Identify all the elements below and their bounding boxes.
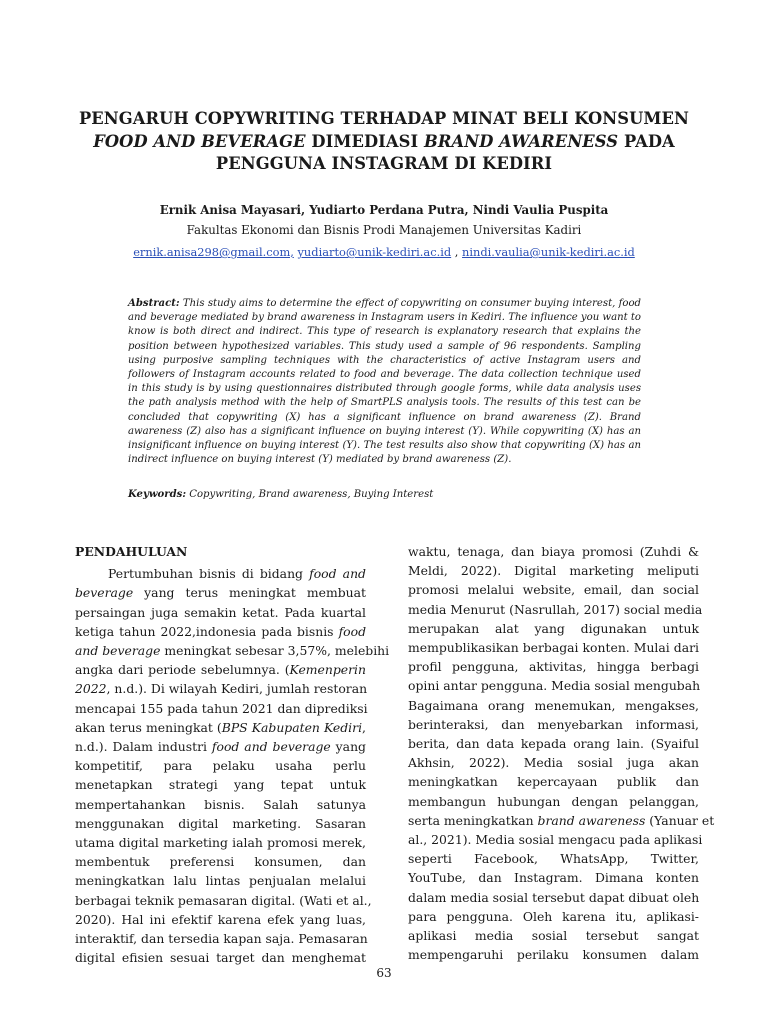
affiliation: Fakultas Ekonomi dan Bisnis Prodi Manajemen Universitas Kadiri <box>186 223 582 237</box>
introduction-paragraph-right <box>408 542 715 964</box>
introduction-paragraph-left <box>75 564 390 967</box>
text-segment: angka dari periode sebelumnya. ( <box>75 662 290 678</box>
text-segment: aplikasi media sosial tersebut sangat <box>408 928 699 944</box>
title-mediated: DIMEDIASI <box>305 131 424 151</box>
italic-text: brand awareness <box>537 812 646 828</box>
paragraph-line <box>75 641 390 660</box>
email-link-3[interactable]: nindi.vaulia@unik-kediri.ac.id <box>462 245 635 259</box>
text-segment: media Menurut (Nasrullah, 2017) social media <box>408 601 703 617</box>
text-segment: meningkatkan lalu lintas penjualan melalui <box>75 873 366 889</box>
text-segment: dalam media sosial tersebut dapat dibuat oleh <box>408 889 700 905</box>
paragraph-line <box>75 660 366 679</box>
text-segment: n.d.). Dalam industri <box>75 739 212 755</box>
abstract-label: Abstract: <box>128 298 180 309</box>
paragraph-line <box>408 638 699 657</box>
text-segment: digital efisien sesuai target dan menghemat <box>75 950 366 966</box>
paragraph-line <box>75 852 366 871</box>
text-segment: mencapai 155 pada tahun 2021 dan diprediksi <box>75 700 368 716</box>
right-column <box>408 542 715 964</box>
text-segment: Pertumbuhan bisnis di bidang <box>108 566 310 582</box>
text-segment: 2020). Hal ini efektif karena efek yang luas, <box>75 911 366 927</box>
paragraph-line <box>408 600 703 619</box>
text-segment: , <box>362 719 366 735</box>
text-segment: mempertahankan bisnis. Salah satunya <box>75 796 366 812</box>
paragraph-line <box>75 833 366 852</box>
paragraph-line <box>75 891 372 910</box>
title-italic-brand-awareness: BRAND AWARENESS <box>423 131 619 151</box>
page-number: 63 <box>376 966 392 980</box>
italic-text: food <box>338 623 366 639</box>
authors: Ernik Anisa Mayasari, Yudiarto Perdana Putra, Nindi Vaulia Puspita <box>159 203 609 217</box>
paragraph-line <box>408 580 699 599</box>
italic-text: food and beverage <box>211 739 331 755</box>
paragraph-line <box>408 619 699 638</box>
paper-title <box>60 108 708 176</box>
italic-text: food and <box>309 566 366 582</box>
paragraph-line <box>75 603 366 622</box>
paragraph-line <box>75 871 366 890</box>
text-segment: yang terus meningkat membuat <box>133 585 366 601</box>
paragraph-line <box>75 910 366 929</box>
paragraph-line <box>408 907 699 926</box>
email-separator: , <box>451 245 463 259</box>
paragraph-line <box>75 775 366 794</box>
paragraph-line <box>75 718 366 737</box>
keywords-text: Copywriting, Brand awareness, Buying Interest <box>186 489 434 500</box>
paragraph-line <box>408 753 699 772</box>
paragraph-line <box>75 679 366 698</box>
text-segment: profil pengguna, aktivitas, hingga berbagi <box>408 659 699 675</box>
section-heading: PENDAHULUAN <box>75 544 188 559</box>
text-segment: mempengaruhi perilaku konsumen dalam <box>408 947 699 963</box>
title-pada: PADA <box>618 131 675 151</box>
text-segment: meningkat sebesar 3,57%, melebihi <box>160 643 390 659</box>
italic-text: beverage <box>75 585 134 601</box>
paragraph-line <box>408 945 699 964</box>
email-link-1[interactable]: ernik.anisa298@gmail.com, <box>133 245 294 259</box>
paragraph-line <box>408 734 699 753</box>
text-segment: menetapkan strategi yang tepat untuk <box>75 777 366 793</box>
paragraph-line <box>75 795 366 814</box>
paragraph-line <box>408 676 699 695</box>
paragraph-line <box>408 715 699 734</box>
left-column <box>75 542 390 967</box>
author-emails <box>60 245 708 259</box>
italic-text: BPS Kabupaten Kediri <box>221 719 363 735</box>
paragraph-line <box>408 830 703 849</box>
paragraph-line <box>408 811 715 830</box>
paragraph-line <box>408 888 699 907</box>
text-segment: membangun hubungan dengan pelanggan, <box>408 793 699 809</box>
text-segment: berinteraksi, dan menyebarkan informasi, <box>408 716 699 732</box>
paragraph-line <box>75 929 366 948</box>
text-segment: membentuk preferensi konsumen, dan <box>75 854 366 870</box>
text-segment: al., 2021). Media sosial mengacu pada aplikasi <box>408 832 703 848</box>
text-segment: persaingan juga semakin ketat. Pada kuartal <box>75 604 366 620</box>
text-segment: opini antar pengguna. Media sosial mengubah <box>408 678 701 694</box>
text-segment: YouTube, dan Instagram. Dimana konten <box>408 870 699 886</box>
paragraph-line <box>408 849 699 868</box>
paragraph-line <box>408 792 699 811</box>
paragraph-line <box>75 814 366 833</box>
text-segment: berbagai teknik pemasaran digital. (Wati et al., <box>75 892 372 908</box>
text-segment: waktu, tenaga, dan biaya promosi (Zuhdi & <box>408 544 699 559</box>
text-segment: akan terus meningkat ( <box>75 719 222 735</box>
email-link-2[interactable]: yudiarto@unik-kediri.ac.id <box>297 245 452 259</box>
italic-text: and beverage <box>75 643 161 659</box>
text-segment: Meldi, 2022). Digital marketing meliputi <box>408 563 699 579</box>
italic-text: 2022 <box>75 681 107 697</box>
paragraph-line <box>75 564 366 583</box>
paragraph-line <box>75 756 366 775</box>
paragraph-line <box>75 948 366 967</box>
text-segment: utama digital marketing ialah promosi merek, <box>75 835 366 851</box>
paragraph-line <box>75 737 366 756</box>
paragraph-line <box>408 772 699 791</box>
text-segment: yang <box>330 739 366 755</box>
text-segment: , n.d.). Di wilayah Kediri, jumlah restoran <box>106 681 368 697</box>
text-segment: menggunakan digital marketing. Sasaran <box>75 815 366 831</box>
text-segment: para pengguna. Oleh karena itu, aplikasi- <box>408 908 699 924</box>
paragraph-line <box>408 926 699 945</box>
text-segment: kompetitif, para pelaku usaha perlu <box>75 758 366 774</box>
paragraph-line <box>75 622 366 641</box>
text-segment: meningkatkan kepercayaan publik dan <box>408 774 699 790</box>
italic-text: Kemenperin <box>289 662 366 678</box>
text-segment: Bagaimana orang menemukan, mengakses, <box>408 697 699 713</box>
text-segment: Akhsin, 2022). Media sosial juga akan <box>408 755 699 771</box>
paragraph-line <box>408 561 699 580</box>
paragraph-line <box>408 868 699 887</box>
paragraph-line <box>408 542 699 561</box>
keywords-label: Keywords: <box>128 489 187 500</box>
keywords <box>128 489 641 500</box>
title-italic-food-beverage: FOOD AND BEVERAGE <box>93 131 306 151</box>
text-segment: berita, dan data kepada orang lain. (Syaiful <box>408 736 699 752</box>
title-line-2 <box>60 131 708 154</box>
text-segment: interaktif, dan tersedia kapan saja. Pemasaran <box>75 931 368 947</box>
paragraph-line <box>75 583 366 602</box>
text-segment: mempublikasikan berbagai konten. Mulai dari <box>408 640 699 656</box>
text-segment: ketiga tahun 2022,indonesia pada bisnis <box>75 623 339 639</box>
text-segment: seperti Facebook, WhatsApp, Twitter, <box>408 851 699 867</box>
paragraph-line <box>408 657 699 676</box>
text-segment: serta meningkatkan <box>408 812 538 828</box>
abstract-text: This study aims to determine the effect of copywriting on consumer buying interest, food and beverage mediated by brand awareness in Instagram users in Kediri. The influence you want to know is both direct and indirect. This type of research is explanatory research that explains the position between hypothesized variables. This study used a sample of 96 respondents. Sampling using purposive sampling techniques with the characteristics of active Instagram users and followers of Instagram accounts related to food and beverage. The data collection technique used in this study is by using questionnaires distributed through google forms, while data analysis uses the path analysis method with the help of SmartPLS analysis tools. The results of this test can be concluded that copywriting (X) has a significant influence on brand awareness (Z). Brand awareness (Z) also has a significant influence on buying interest (Y). While copywriting (X) has an insignificant influence on buying interest (Y). The test results also show that copywriting (X) has an indirect influence on buying interest (Y) mediated by brand awareness (Z). <box>128 298 641 466</box>
text-segment: promosi melalui website, email, dan social <box>408 582 699 598</box>
paragraph-line <box>408 696 699 715</box>
text-segment: merupakan alat yang digunakan untuk <box>408 620 699 636</box>
abstract <box>128 297 641 467</box>
title-line-3: PENGGUNA INSTAGRAM DI KEDIRI <box>215 154 553 173</box>
title-line-1: PENGARUH COPYWRITING TERHADAP MINAT BELI KONSUMEN <box>78 109 690 128</box>
text-segment: (Yanuar et <box>645 812 715 828</box>
paragraph-line <box>75 699 366 718</box>
